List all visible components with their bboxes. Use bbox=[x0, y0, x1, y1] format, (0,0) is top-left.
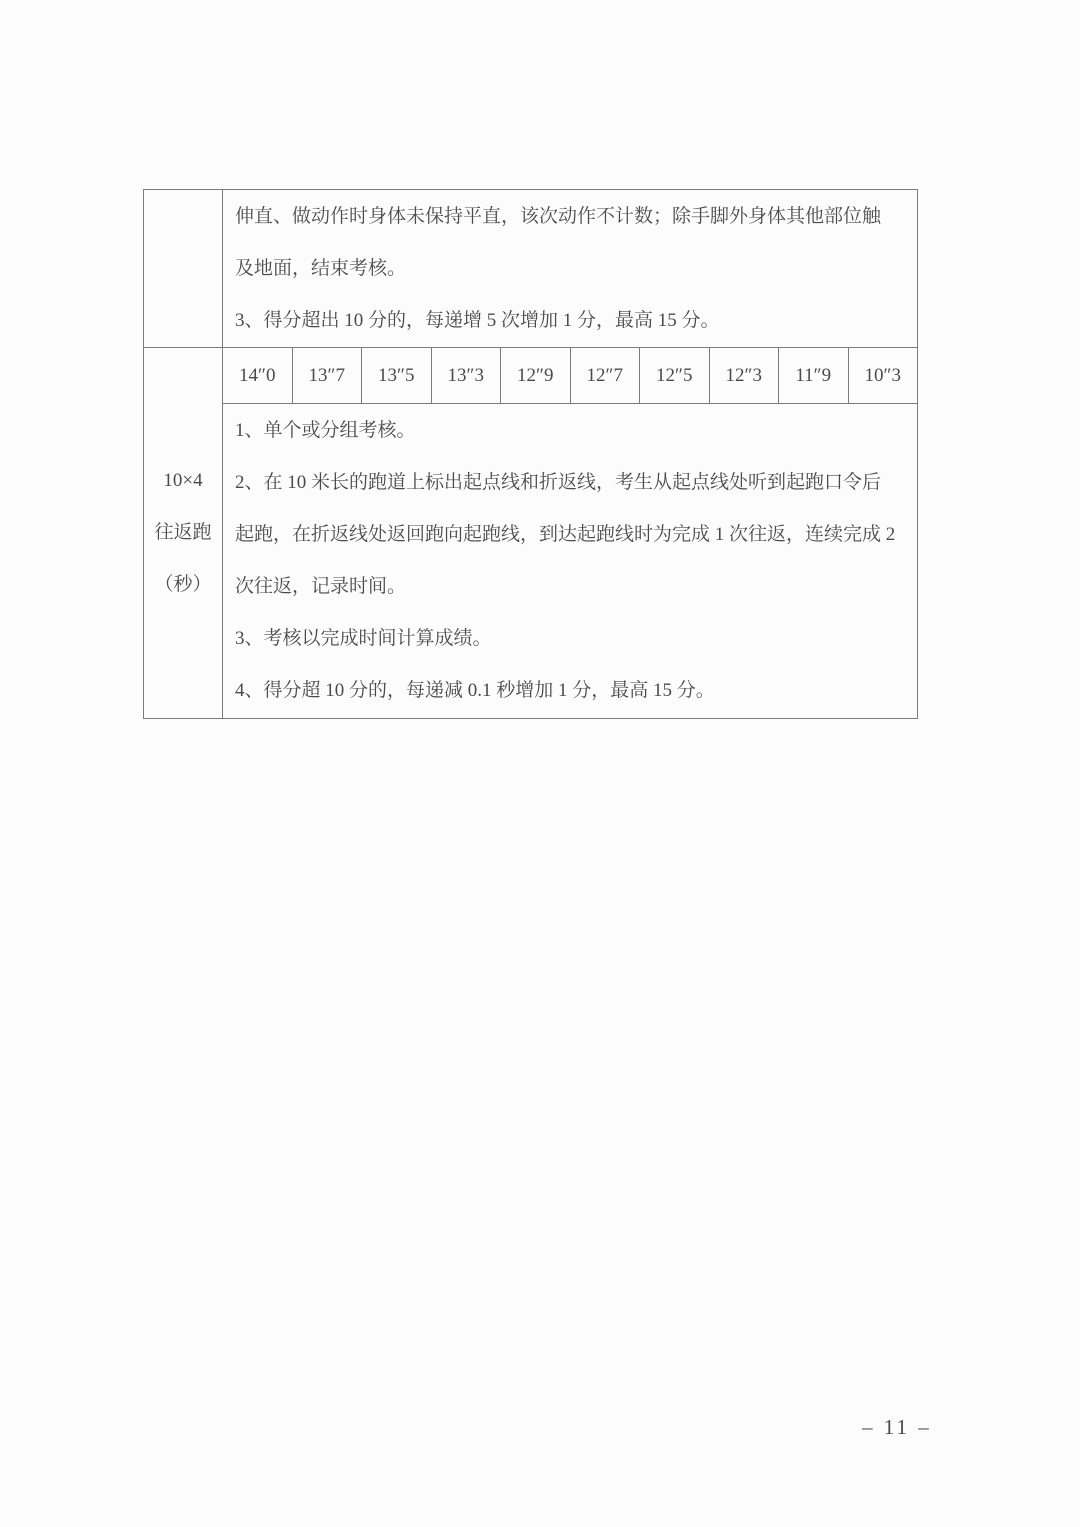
score-cell: 13″3 bbox=[431, 348, 501, 404]
score-cell: 11″9 bbox=[779, 348, 849, 404]
score-cell: 12″5 bbox=[640, 348, 710, 404]
description-line: 4、得分超 10 分的，每递减 0.1 秒增加 1 分，最高 15 分。 bbox=[235, 680, 715, 701]
continuation-row bbox=[144, 190, 918, 348]
note-line: 3、得分超出 10 分的，每递增 5 次增加 1 分，最高 15 分。 bbox=[235, 309, 720, 331]
description-text bbox=[223, 405, 917, 717]
continuation-note-cell bbox=[223, 190, 918, 348]
score-values-row bbox=[144, 348, 918, 404]
description-line: 3、考核以完成时间计算成绩。 bbox=[235, 628, 492, 649]
test-item-label-line: （秒） bbox=[154, 574, 212, 595]
score-cell: 12″7 bbox=[570, 348, 640, 404]
continuation-empty-cell bbox=[144, 190, 223, 348]
score-cell: 13″5 bbox=[362, 348, 432, 404]
score-cell: 12″3 bbox=[709, 348, 779, 404]
description-line: 次往返，记录时间。 bbox=[235, 576, 407, 597]
test-item-label-line: 10×4 bbox=[163, 470, 203, 491]
description-row bbox=[144, 404, 918, 719]
description-line: 2、在 10 米长的跑道上标出起点线和折返线，考生从起点线处听到起跑口令后 bbox=[235, 472, 882, 493]
test-item-cell bbox=[144, 348, 223, 719]
page-number: – 11 – bbox=[862, 1415, 932, 1439]
continuation-note-text bbox=[223, 191, 917, 347]
note-line: 伸直、做动作时身体未保持平直，该次动作不计数；除手脚外身体其他部位触 bbox=[235, 205, 882, 227]
score-cell: 10″3 bbox=[848, 348, 918, 404]
test-item-label-line: 往返跑 bbox=[154, 522, 212, 543]
score-cell: 14″0 bbox=[223, 348, 293, 404]
fitness-test-table bbox=[143, 189, 918, 719]
description-line: 1、单个或分组考核。 bbox=[235, 420, 416, 441]
score-cell: 12″9 bbox=[501, 348, 571, 404]
description-cell bbox=[223, 404, 918, 719]
note-line: 及地面，结束考核。 bbox=[235, 257, 407, 279]
description-line: 起跑，在折返线处返回跑向起跑线，到达起跑线时为完成 1 次往返，连续完成 2 bbox=[235, 524, 896, 545]
score-cell: 13″7 bbox=[292, 348, 362, 404]
